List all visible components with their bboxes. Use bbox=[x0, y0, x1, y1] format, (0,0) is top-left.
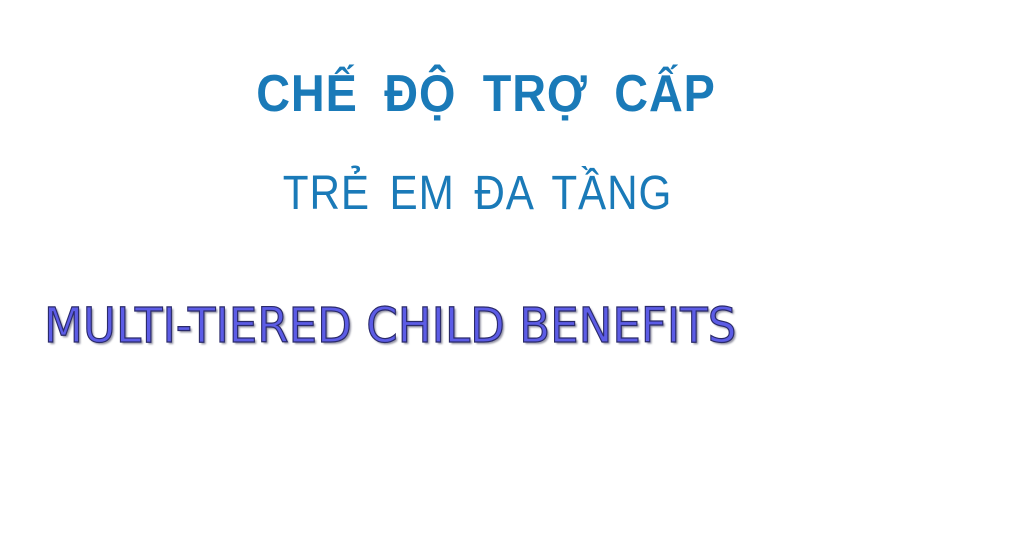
title-english: MULTI-TIERED CHILD BENEFITS bbox=[44, 298, 737, 354]
title-subtitle: TRẺ EM ĐA TẦNG bbox=[282, 167, 673, 220]
title-main: CHẾ ĐỘ TRỢ CẤP bbox=[256, 65, 716, 123]
